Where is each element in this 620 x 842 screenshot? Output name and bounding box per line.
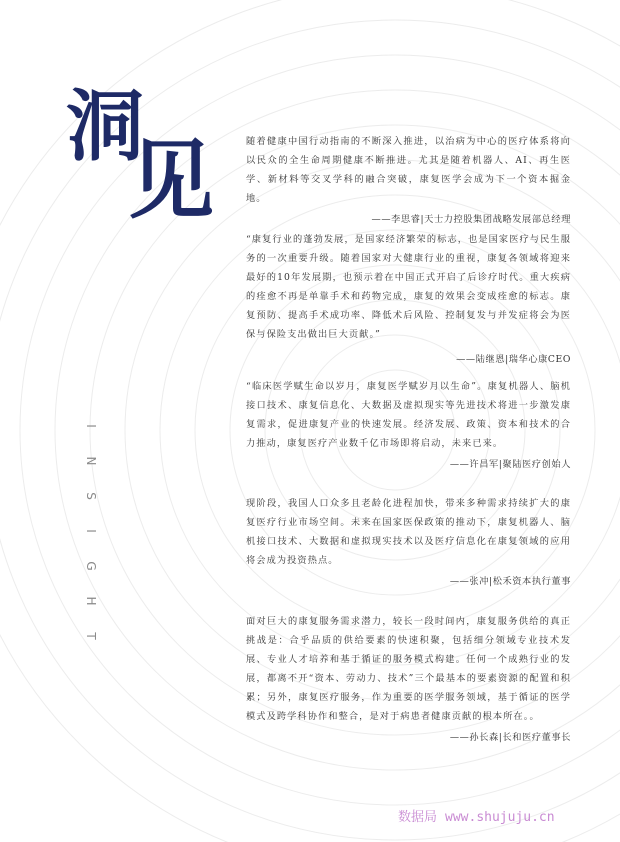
side-letter: H	[84, 596, 98, 606]
side-letter: G	[84, 561, 98, 571]
quote-text: 现阶段，我国人口众多且老龄化进程加快，带来多种需求持续扩大的康复医疗行业市场空间。未来在国家医保政策的推动下，康复机器人、脑机接口技术、大数据和虚拟现实技术以及医疗信息化在康复领域的应用将会成为投资热点。	[246, 498, 571, 566]
quote-block	[246, 230, 571, 367]
quote-text: “临床医学赋生命以岁月，康复医学赋岁月以生命”。康复机器人、脑机接口技术、康复信息化、大数据及虚拟现实等先进技术将进一步激发康复需求，促进康复产业的快速发展。经济发展、政策、资本和技术的合力推动，康复医疗产业数千亿市场即将启动，未来已来。	[246, 381, 571, 449]
quote-block	[246, 132, 571, 227]
quote-attribution: ——李思睿|天士力控股集团战略发展部总经理	[371, 214, 571, 225]
quote-block	[246, 377, 571, 472]
quote-attribution: ——张冲|松禾资本执行董事	[449, 576, 571, 587]
page-title-char-2: 见	[128, 130, 214, 231]
quote-text: “康复行业的蓬勃发展，是国家经济繁荣的标志，也是国家医疗与民生服务的一次重要升级。随着国家对大健康行业的重视，康复各领域将迎来最好的10年发展期，也预示着在中国正式开启了后诊疗时代。重大疾病的痊愈不再是单靠手术和药物完成，康复的效果会变成痊愈的标志。康复预防、提高手术成功率、降低术后风险、控制复发与并发症将会为医保与保险支出做出巨大贡献。”	[246, 234, 571, 340]
quote-text: 随着健康中国行动指南的不断深入推进，以治病为中心的医疗体系将向以民众的全生命周期健康不断推进。尤其是随着机器人、AI、再生医学、新材料等交叉学科的融合突破，康复医学会成为下一个资本掘金地。	[246, 136, 571, 204]
quote-attribution: ——陆继恩|瑞华心康CEO	[456, 354, 571, 365]
side-letter: I	[84, 424, 98, 428]
page-title-char-1: 洞	[66, 81, 145, 172]
quote-attribution: ——许昌军|聚陆医疗创始人	[449, 459, 571, 470]
side-letter: N	[84, 456, 98, 466]
side-word-insight	[84, 420, 98, 642]
side-letter: T	[84, 632, 98, 640]
side-letter: I	[84, 529, 98, 533]
site-watermark	[398, 806, 555, 825]
quote-block	[246, 494, 571, 589]
page-title	[66, 80, 226, 230]
quote-attribution: ——孙长森|长和医疗董事长	[449, 732, 571, 743]
side-letter: S	[84, 492, 98, 500]
quote-text: 面对巨大的康复服务需求潜力，较长一段时间内，康复服务供给的真正挑战是：合乎品质的供给要素的快速积聚，包括细分领域专业技术发展、专业人才培养和基于循证的服务模式构建。任何一个成熟行业的发展，都离不开“资本、劳动力、技术”三个最基本的要素资源的配置和积累；另外，康复医疗服务，作为重要的医学服务领域，基于循证的医学模式及跨学科协作和整合，是对于病患者健康贡献的根本所在。。	[246, 616, 571, 722]
quote-block	[246, 612, 571, 745]
watermark-url: www.shujuju.cn	[445, 810, 555, 825]
watermark-cn: 数据局	[398, 810, 438, 825]
